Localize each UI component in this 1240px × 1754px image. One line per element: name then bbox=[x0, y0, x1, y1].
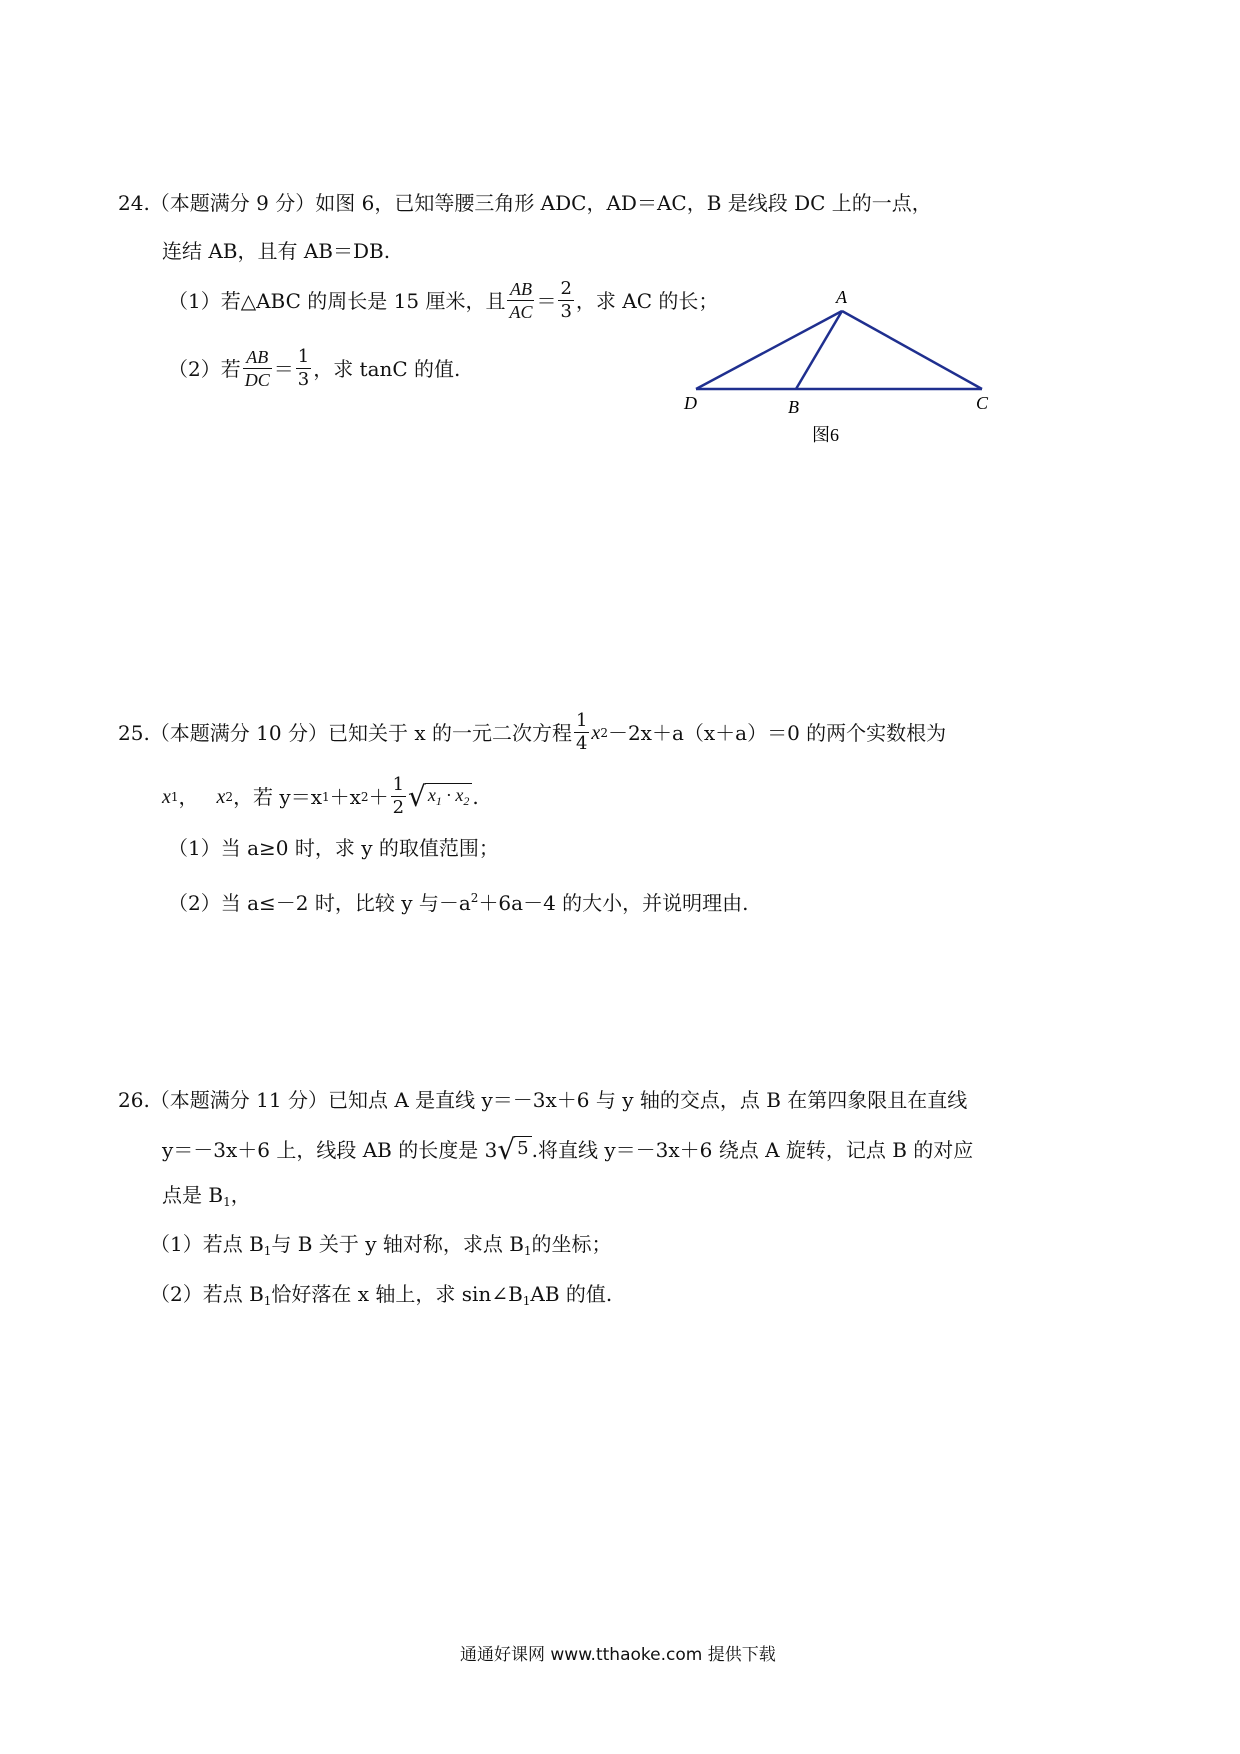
q25-x2-subscript: 2 bbox=[225, 789, 234, 804]
fraction-denominator: 2 bbox=[392, 797, 405, 818]
q25-line2-mid: ，若 y＝x bbox=[233, 784, 322, 809]
page-footer: 通通好课网 www.tthaoke.com 提供下载 bbox=[460, 1645, 776, 1665]
radicand-times-x2: · x bbox=[441, 784, 464, 805]
q25-part2-text-post: ＋6a－4 的大小，并说明理由. bbox=[478, 891, 749, 915]
q24-line1: 24.（本题满分 9 分）如图 6，已知等腰三角形 ADC，AD＝AC，B 是线段 DC 上的一点， bbox=[118, 191, 932, 215]
q26-part2-text-c: AB 的值. bbox=[530, 1282, 613, 1306]
q25-plus: ＋ bbox=[368, 784, 389, 809]
q24-part2-fraction-ab-dc bbox=[243, 348, 272, 389]
fraction-numerator: 1 bbox=[575, 710, 588, 731]
fraction-numerator: AB bbox=[246, 347, 269, 367]
fraction-denominator: 3 bbox=[560, 301, 572, 322]
q26-part1 bbox=[150, 1234, 612, 1257]
q24-part2 bbox=[168, 348, 460, 389]
radicand-x1: x bbox=[427, 784, 436, 805]
fraction-numerator: 2 bbox=[560, 278, 572, 299]
subscript: 1 bbox=[435, 793, 442, 808]
q24-part2-text-pre: （2）若 bbox=[168, 356, 241, 381]
q25-line2 bbox=[162, 776, 479, 817]
fraction-numerator: 1 bbox=[392, 774, 405, 795]
q26-part2-text-a: （2）若点 B bbox=[150, 1282, 264, 1306]
q26-part2-text-b: 恰好落在 x 轴上，求 sin∠B bbox=[271, 1282, 523, 1306]
figure-6-triangle bbox=[680, 285, 1000, 455]
label-D: D bbox=[684, 393, 697, 413]
equals-sign: ＝ bbox=[273, 356, 294, 381]
label-C: C bbox=[976, 393, 989, 413]
q26-line2 bbox=[162, 1133, 974, 1166]
q24-part1-text-pre: （1）若△ABC 的周长是 15 厘米，且 bbox=[168, 288, 506, 313]
q26-part1-text-b: 与 B 关于 y 轴对称，求点 B bbox=[271, 1232, 524, 1256]
q25-part1: （1）当 a≥0 时，求 y 的取值范围； bbox=[168, 836, 499, 860]
q25-separator: ， bbox=[178, 784, 199, 809]
q26-line2-text-pre: y＝－3x＋6 上，线段 AB 的长度是 3 bbox=[162, 1138, 498, 1162]
fraction-denominator: 4 bbox=[575, 733, 588, 754]
q25-line1 bbox=[118, 712, 946, 753]
subscript: 1 bbox=[263, 1244, 272, 1258]
radical-sign-icon: √ bbox=[497, 1133, 516, 1166]
q25-line1-text-pre: 25.（本题满分 10 分）已知关于 x 的一元二次方程 bbox=[118, 720, 572, 745]
q24-line2: 连结 AB，且有 AB＝DB. bbox=[162, 239, 391, 263]
subscript: 2 bbox=[360, 789, 369, 804]
subscript: 1 bbox=[263, 1294, 272, 1308]
fraction-numerator: AB bbox=[509, 279, 532, 299]
q25-square-root bbox=[408, 779, 472, 813]
q26-square-root bbox=[497, 1133, 531, 1166]
radicand: 5 bbox=[514, 1136, 531, 1164]
q26-line3-text-post: ， bbox=[230, 1183, 251, 1207]
q24-part1-fraction-2-3 bbox=[558, 280, 573, 321]
q24-part1-text-post: ，求 AC 的长； bbox=[575, 288, 719, 313]
q24-part1-fraction-ab-ac bbox=[507, 280, 534, 321]
q26-line1: 26.（本题满分 11 分）已知点 A 是直线 y＝－3x＋6 与 y 轴的交点，点 B 在第四象限且在直线 bbox=[118, 1088, 968, 1112]
subscript: 1 bbox=[223, 1195, 231, 1209]
fraction-denominator: AC bbox=[509, 302, 533, 322]
figure-caption: 图6 bbox=[812, 425, 839, 445]
q24-part1 bbox=[168, 280, 718, 321]
q26-part2 bbox=[150, 1284, 612, 1307]
q25-x2: x bbox=[216, 785, 226, 808]
radicand bbox=[425, 783, 473, 811]
segment-AC bbox=[842, 311, 982, 389]
q25-x1-subscript: 1 bbox=[170, 789, 179, 804]
q25-line2-end: . bbox=[472, 784, 479, 809]
q25-fraction-1-4 bbox=[574, 712, 589, 753]
fraction-denominator: 3 bbox=[297, 369, 310, 390]
q25-x-variable: x bbox=[591, 721, 601, 744]
subscript: 1 bbox=[523, 1244, 532, 1258]
q26-part1-text-c: 的坐标； bbox=[531, 1232, 612, 1256]
q26-line3-text-pre: 点是 B bbox=[162, 1183, 224, 1207]
q25-plus-x: ＋x bbox=[329, 784, 361, 809]
q25-part2 bbox=[168, 892, 749, 913]
q24-part2-text-post: ，求 tanC 的值. bbox=[313, 356, 461, 381]
q25-fraction-1-2 bbox=[391, 776, 406, 817]
q26-line3 bbox=[162, 1185, 251, 1208]
fraction-numerator: 1 bbox=[297, 346, 310, 367]
q24-part2-fraction-1-3 bbox=[296, 348, 311, 389]
q26-line2-text-post: .将直线 y＝－3x＋6 绕点 A 旋转，记点 B 的对应 bbox=[531, 1138, 974, 1162]
q25-x1: x bbox=[162, 785, 171, 808]
subscript: 1 bbox=[322, 789, 330, 804]
radical-sign-icon: √ bbox=[408, 779, 426, 813]
q25-line1-text-post: －2x＋a（x＋a）＝0 的两个实数根为 bbox=[607, 720, 947, 745]
subscript: 1 bbox=[522, 1294, 531, 1308]
q25-part2-text-pre: （2）当 a≤－2 时，比较 y 与－a bbox=[168, 891, 471, 915]
q26-part1-text-a: （1）若点 B bbox=[150, 1232, 264, 1256]
fraction-denominator: DC bbox=[244, 370, 270, 390]
equals-sign: ＝ bbox=[536, 288, 557, 313]
subscript: 2 bbox=[463, 793, 470, 808]
label-A: A bbox=[836, 287, 847, 307]
label-B: B bbox=[788, 397, 799, 417]
q25-exponent: 2 bbox=[600, 725, 608, 740]
exponent: 2 bbox=[470, 891, 479, 905]
